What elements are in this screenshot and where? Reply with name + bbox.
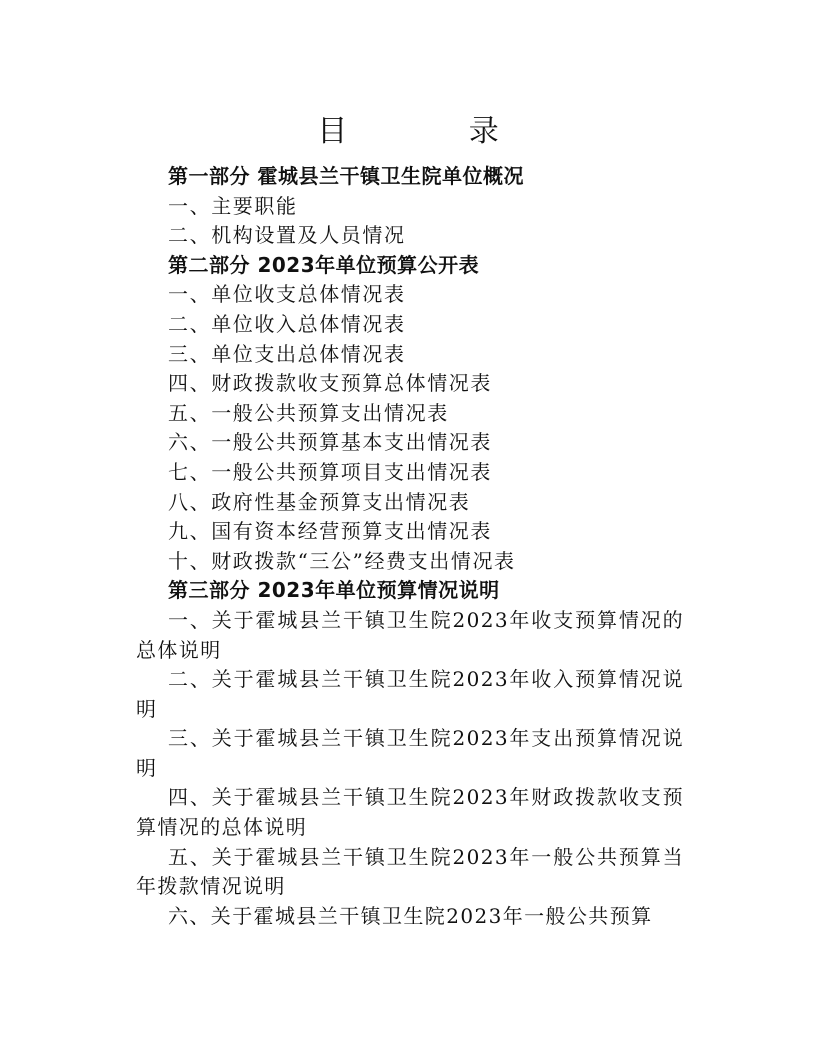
toc-paragraph-item: 四、关于霍城县兰干镇卫生院2023年财政拨款收支预算情况的总体说明 — [136, 785, 684, 840]
toc-part3-heading: 第三部分 2023年单位预算情况说明 — [168, 578, 500, 603]
toc-item: 九、国有资本经营预算支出情况表 — [168, 519, 492, 544]
toc-item: 一、主要职能 — [168, 193, 298, 218]
toc-paragraph-item: 五、关于霍城县兰干镇卫生院2023年一般公共预算当年拨款情况说明 — [136, 844, 684, 899]
toc-item: 二、单位收入总体情况表 — [168, 311, 406, 336]
toc-paragraph-item: 三、关于霍城县兰干镇卫生院2023年支出预算情况说明 — [136, 726, 684, 780]
toc-item: 四、财政拨款收支预算总体情况表 — [168, 371, 492, 396]
toc-item: 三、单位支出总体情况表 — [168, 341, 406, 366]
toc-item: 二、机构设置及人员情况 — [168, 223, 406, 248]
toc-item: 十、财政拨款“三公”经费支出情况表 — [168, 548, 516, 573]
toc-paragraph-item: 二、关于霍城县兰干镇卫生院2023年收入预算情况说明 — [136, 667, 684, 721]
toc-item: 七、一般公共预算项目支出情况表 — [168, 459, 492, 484]
toc-item: 六、一般公共预算基本支出情况表 — [168, 430, 492, 455]
toc-item: 一、单位收支总体情况表 — [168, 282, 406, 307]
toc-part1-heading: 第一部分 霍城县兰干镇卫生院单位概况 — [168, 164, 524, 188]
table-of-contents — [136, 162, 684, 931]
page-title: 目 录 — [317, 114, 555, 149]
toc-part2-heading: 第二部分 2023年单位预算公开表 — [168, 252, 480, 277]
toc-paragraph-item: 一、关于霍城县兰干镇卫生院2023年收支预算情况的总体说明 — [136, 607, 684, 662]
toc-paragraph-item: 六、关于霍城县兰干镇卫生院2023年一般公共预算 — [168, 903, 653, 928]
toc-item: 五、一般公共预算支出情况表 — [168, 400, 449, 425]
toc-item: 八、政府性基金预算支出情况表 — [168, 489, 471, 514]
